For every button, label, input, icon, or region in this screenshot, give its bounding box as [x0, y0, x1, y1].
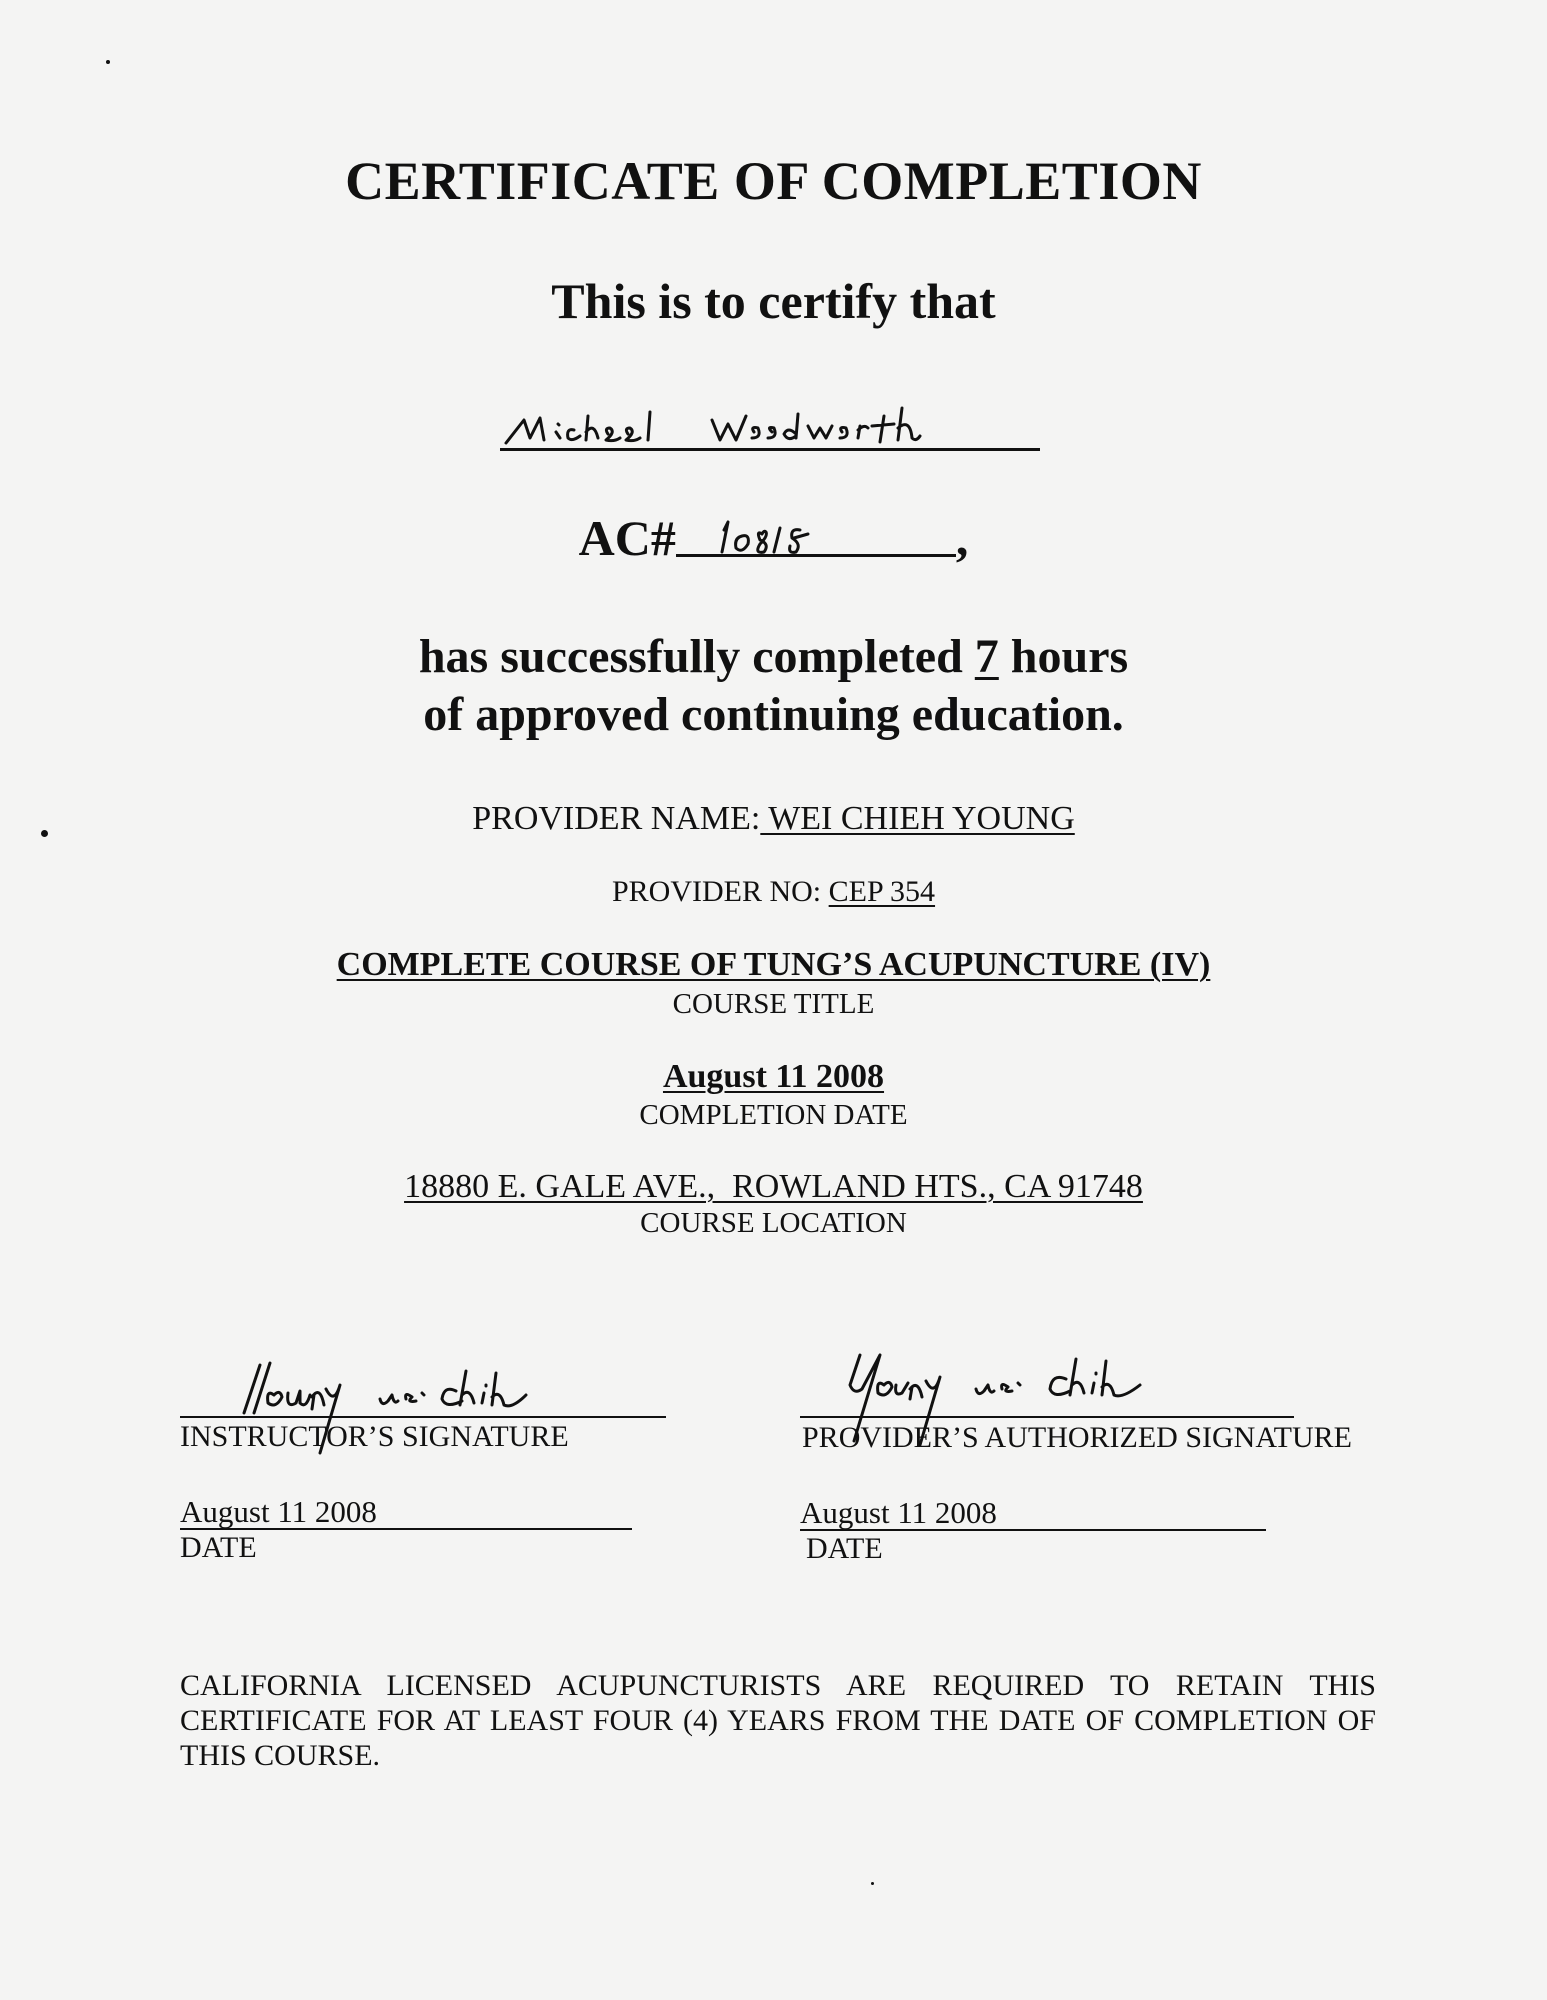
- hours-value: 7: [974, 630, 999, 683]
- certificate-title: CERTIFICATE OF COMPLETION: [345, 151, 1202, 211]
- completed-prefix: has successfully completed: [418, 630, 975, 683]
- provider-number-label: PROVIDER NO:: [611, 875, 829, 908]
- course-location-text: 18880 E. GALE AVE., ROWLAND HTS., CA 91748: [404, 1168, 1143, 1205]
- instructor-signature-line: [180, 1416, 666, 1418]
- ac-number-row: [0, 508, 1547, 567]
- scan-speck: [106, 60, 110, 64]
- instructor-date-line: [180, 1528, 632, 1530]
- education-line: of approved continuing education.: [423, 688, 1124, 741]
- completion-date-caption: COMPLETION DATE: [639, 1099, 908, 1131]
- provider-number-value: CEP 354: [828, 875, 936, 908]
- instructor-date-caption: DATE: [180, 1531, 257, 1564]
- course-location-caption: COURSE LOCATION: [640, 1207, 907, 1239]
- provider-name-row: [0, 800, 1547, 838]
- course-title-value: [0, 946, 1547, 984]
- instructor-signature-caption: INSTRUCTOR’S SIGNATURE: [180, 1420, 569, 1453]
- ac-comma: ,: [955, 510, 969, 566]
- completion-date-text: August 11 2008: [662, 1058, 885, 1095]
- completed-suffix: hours: [998, 630, 1129, 683]
- provider-date-line: [800, 1529, 1266, 1531]
- ac-label: AC#: [578, 510, 676, 566]
- provider-date-caption: DATE: [806, 1532, 883, 1565]
- provider-name-value: WEI CHIEH YOUNG: [760, 800, 1075, 837]
- course-location-value: [0, 1168, 1547, 1206]
- provider-name-label: PROVIDER NAME:: [472, 800, 761, 837]
- course-title-caption: COURSE TITLE: [672, 988, 875, 1020]
- provider-date-value: August 11 2008: [800, 1495, 997, 1530]
- recipient-name-handwriting: [500, 398, 1040, 448]
- retention-notice: CALIFORNIA LICENSED ACUPUNCTURISTS ARE REQUIRED TO RETAIN THIS CERTIFICATE FOR AT LEAST FOUR (4) YEARS FROM THE DATE OF COMPLETION OF THIS COURSE.: [180, 1669, 1376, 1772]
- completed-hours-line: [0, 628, 1547, 686]
- scan-speck: [871, 1882, 874, 1885]
- course-title-text: COMPLETE COURSE OF TUNG’S ACUPUNCTURE (IV): [336, 946, 1211, 983]
- ac-number-blank: [676, 508, 956, 557]
- ac-number-handwriting: [716, 508, 856, 556]
- completion-date-value: [0, 1058, 1547, 1096]
- certify-text: This is to certify that: [551, 273, 996, 329]
- provider-signature-caption: PROVIDER’S AUTHORIZED SIGNATURE: [802, 1421, 1353, 1454]
- provider-signature-line: [800, 1416, 1294, 1418]
- completion-statement: [0, 628, 1547, 744]
- provider-number-row: [0, 875, 1547, 909]
- instructor-date-value: August 11 2008: [180, 1494, 377, 1529]
